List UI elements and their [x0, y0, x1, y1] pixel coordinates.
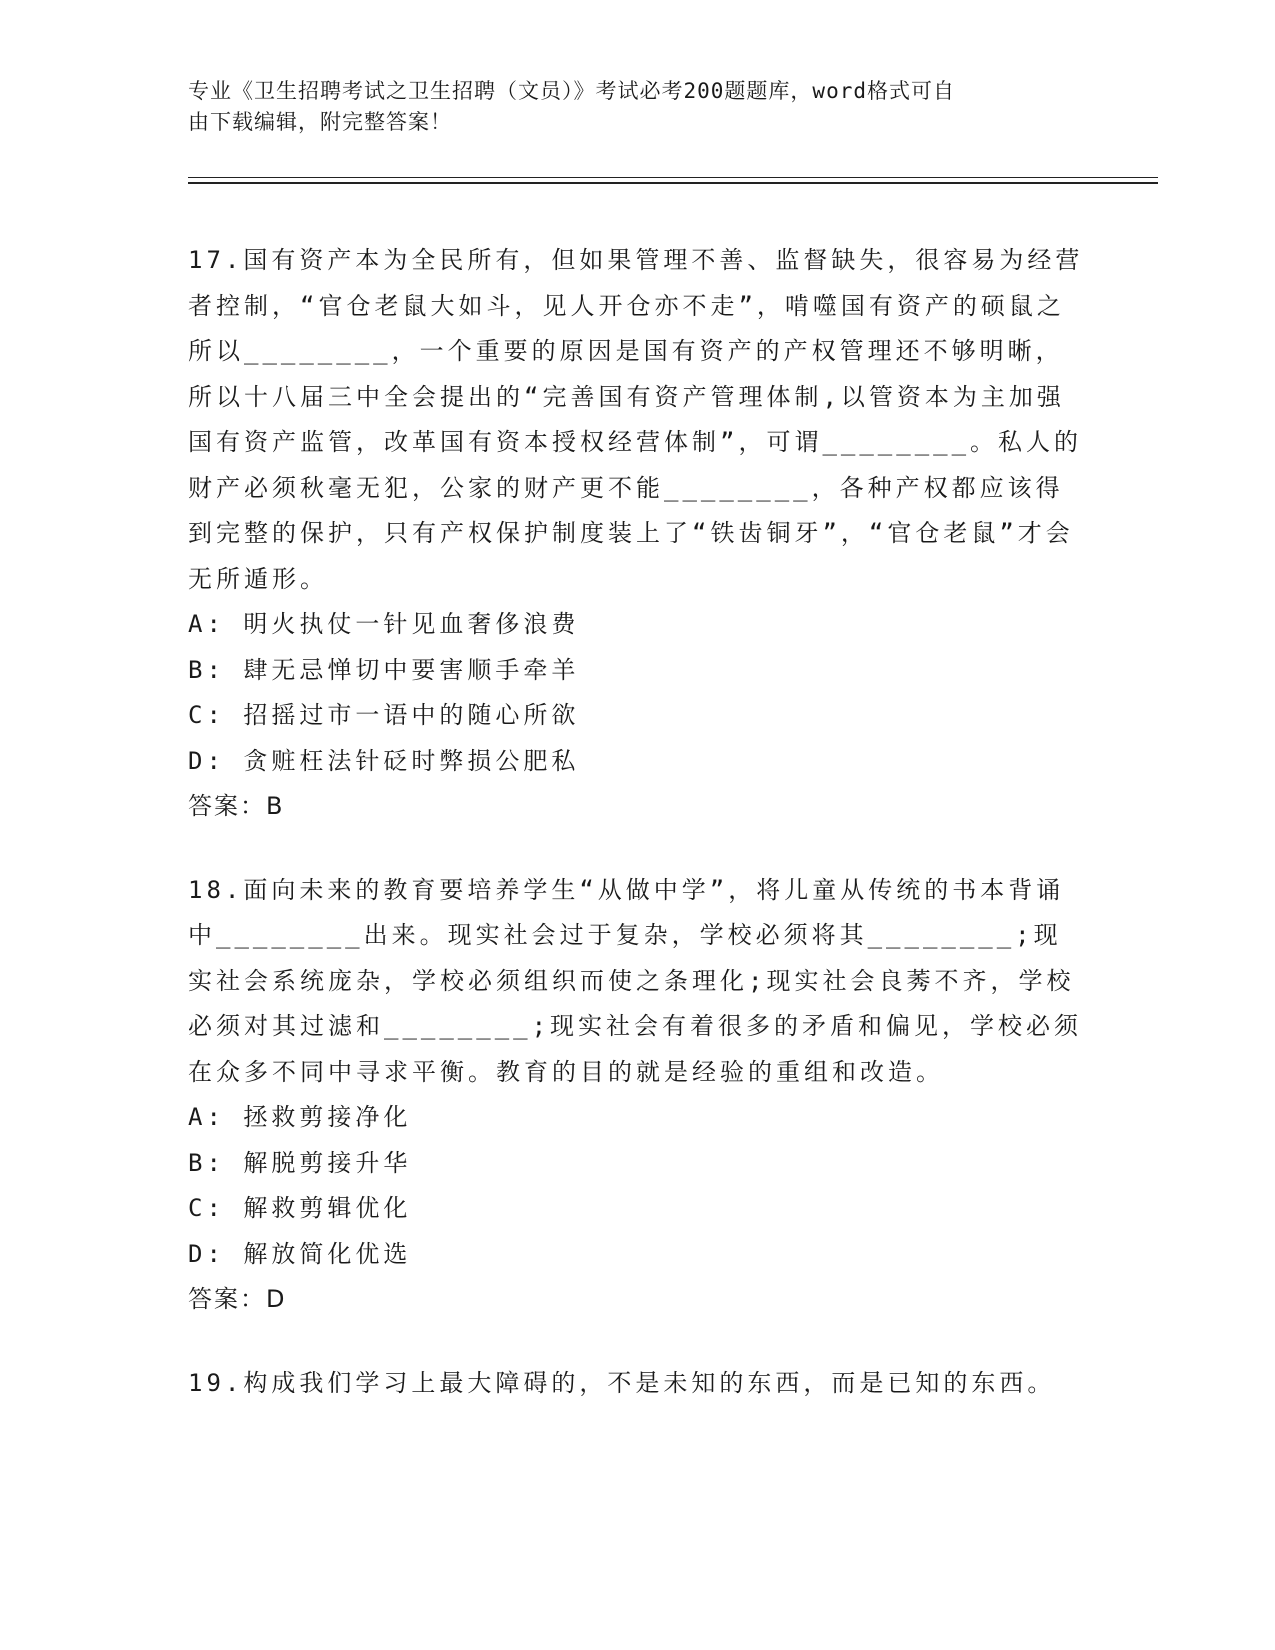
option-d: D: 贪赃枉法针砭时弊损公肥私 — [188, 746, 580, 775]
question-stem: 17.国有资产本为全民所有，但如果管理不善、监督缺失，很容易为经营者控制，“官仓老鼠大如斗，见人开仓亦不走”，啃噬国有资产的硕鼠之所以________，一个重要的原因是国有资产的产权管理还不够明晰，所以十八届三中全会提出的“完善国有资产管理体制,以管资本为主加强国有资产监管，改革国有资本授权经营体制”，可谓________。私人的财产必须秋毫无犯，公家的财产更不能________，各种产权都应该得到完整的保护，只有产权保护制度装上了“铁齿铜牙”，“官仓老鼠”才会无所遁形。 — [188, 246, 1084, 593]
question-stem: 19.构成我们学习上最大障碍的，不是未知的东西，而是已知的东西。 — [188, 1368, 1056, 1397]
option-c: C: 解救剪辑优化 — [188, 1194, 412, 1222]
option-b: B: 解脱剪接升华 — [188, 1148, 412, 1177]
header-divider-thick — [188, 182, 1158, 184]
question-18 — [188, 868, 1088, 1323]
document-header — [188, 76, 1068, 138]
question-list — [188, 238, 1088, 1444]
option-d: D: 解放简化优选 — [188, 1239, 412, 1268]
option-a: A: 明火执仗一针见血奢侈浪费 — [188, 610, 580, 638]
answer-line: 答案：B — [188, 792, 285, 820]
question-17 — [188, 238, 1088, 830]
header-line-1: 专业《卫生招聘考试之卫生招聘（文员）》考试必考200题题库，word格式可自 — [188, 79, 955, 103]
option-c: C: 招摇过市一语中的随心所欲 — [188, 701, 580, 729]
answer-line: 答案：D — [188, 1285, 287, 1313]
header-divider-thin — [188, 177, 1158, 178]
question-19 — [188, 1361, 1088, 1407]
option-a: A: 拯救剪接净化 — [188, 1103, 412, 1131]
header-line-2: 由下载编辑，附完整答案！ — [188, 110, 452, 134]
option-b: B: 肆无忌惮切中要害顺手牵羊 — [188, 655, 580, 684]
question-stem: 18.面向未来的教育要培养学生“从做中学”，将儿童从传统的书本背诵中________出来。现实社会过于复杂，学校必须将其________;现实社会系统庞杂，学校必须组织而使之条理化;现实社会良莠不齐，学校必须对其过滤和________;现实社会有着很多的矛盾和偏见，学校必须在众多不同中寻求平衡。教育的目的就是经验的重组和改造。 — [188, 875, 1083, 1086]
